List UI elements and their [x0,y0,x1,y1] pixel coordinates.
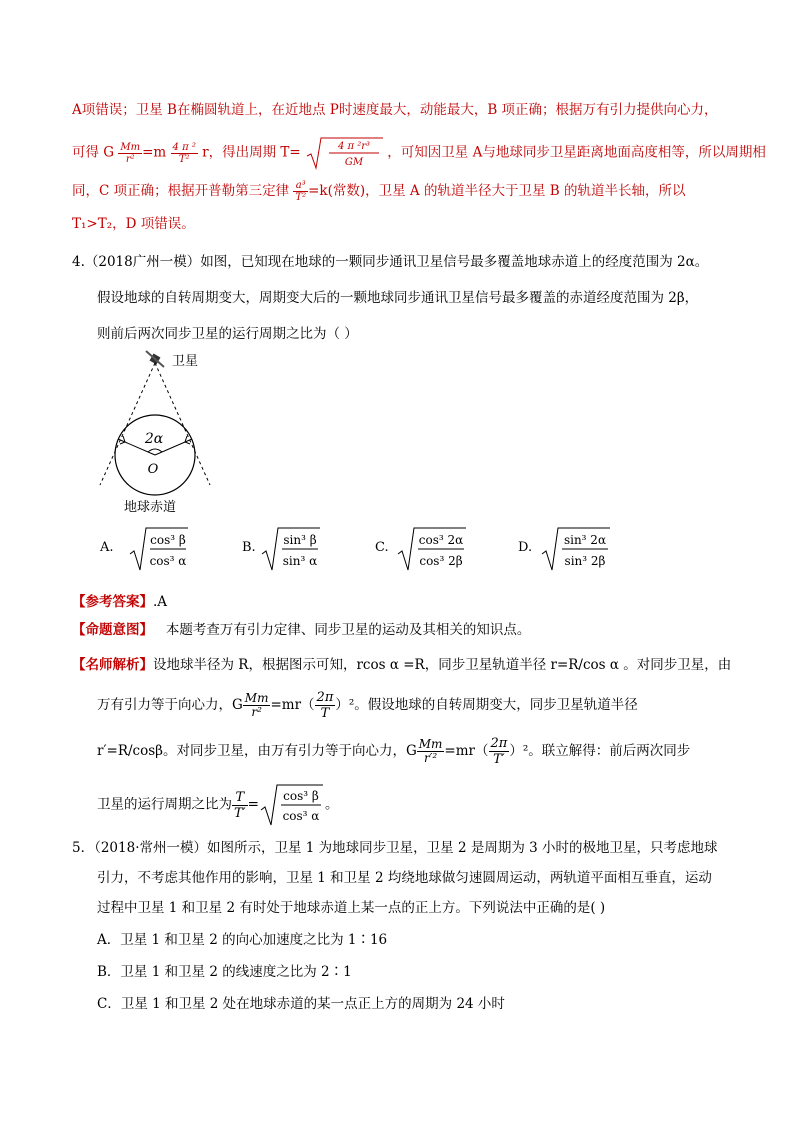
tangent-line-right [155,363,210,485]
analysis-a2-end: ）²。假设地球的自转周期变大，同步卫星轨道半径 [335,697,638,713]
option-d-radical [540,524,612,574]
equator-label: 地球赤道 [124,500,177,515]
analysis-a1: 设地球半径为 R，根据图示可知，rcos α =R，同步卫星轨道半径 r=R/cos α 。对同步卫星，由 [153,657,732,673]
analysis3-line2 [72,136,766,170]
analysis-a3-end: ）²。联立解得：前后两次同步 [509,743,691,759]
period-radical [305,136,383,170]
a4-end: 。 [324,796,339,813]
q5-option-b: B．卫星 1 和卫星 2 的线速度之比为 2∶1 [97,964,352,980]
intent-tag: 【命题意图】 [72,622,153,638]
q5-option-c: C．卫星 1 和卫星 2 处在地球赤道的某一点正上方的周期为 24 小时 [97,996,505,1012]
analysis-a3-start: r′=R/cosβ。对同步卫星，由万有引力等于向心力，G [97,743,417,759]
a3-fraction: $\frac{Mm}{\text{r′²}}$ [418,737,443,765]
pi-fraction: $\frac{\text{4 π ²}}{\text{T²}}$ [172,141,196,165]
a2-fraction: $\frac{Mm}{\text{r²}}$ [244,691,269,719]
satellite-label: 卫星 [172,354,199,369]
svg-text:cos³ 2β: cos³ 2β [419,554,463,568]
kepler-fraction: $\frac{\text{a³}}{\text{T²}}$ [295,180,307,203]
option-a-radical [128,524,190,574]
result-radical [259,782,325,828]
q4-intent [72,620,530,640]
angle-label: 2α [144,431,164,447]
analysis3-line3 [72,180,685,203]
option-b-radical [260,524,322,574]
q4-analysis-line3 [97,736,690,767]
intent-text: 本题考查万有引力定律、同步卫星的运动及其相关的知识点。 [165,622,531,638]
a2-omega-fraction: $\frac{2\pi}{T}$ [316,690,334,721]
option-a-label: A. [100,540,114,555]
svg-text:sin³ β: sin³ β [283,533,317,547]
analysis3-line4: T₁>T₂，D 项错误。 [72,216,195,232]
q4-answer [72,592,167,612]
a3-omega-fraction: $\frac{2\pi}{T'}$ [490,736,508,767]
a4-eq: = [247,796,259,813]
q4-analysis-line1 [72,655,731,675]
analysis3-line3-end: =k(常数)，卫星 A 的轨道半径大于卫星 B 的轨道半长轴，所以 [308,183,686,199]
answer-value: .A [153,594,168,610]
q4-line1: 4.（2018广州一模）如图，已知现在地球的一颗同步通讯卫星信号最多覆盖地球赤道上的经度范围为 2α。 [72,254,709,270]
t-num: 4 π ²r³ [337,141,371,152]
eq-r: r，得出周期 T= [202,144,301,161]
analysis3-line2-start: 可得 G [72,144,115,161]
center-label: O [147,462,159,477]
q5-line3: 过程中卫星 1 和卫星 2 有时处于地球赤道上某一点的正上方。下列说法中正确的是( ) [97,900,606,916]
period-ratio-fraction: $\frac{T}{T'}$ [234,789,246,821]
q5-option-a: A．卫星 1 和卫星 2 的向心加速度之比为 1∶16 [97,932,388,948]
q5-line1: 5．（2018·常州一模）如图所示，卫星 1 为地球同步卫星，卫星 2 是周期为 3 小时的极地卫星，只考虑地球 [72,840,718,856]
option-c-radical [396,524,468,574]
svg-text:sin³ α: sin³ α [282,554,318,568]
analysis3-line2-end: ，可知因卫星 A与地球同步卫星距离地面高度相等，所以周期相 [387,144,766,161]
analysis-tag: 【名师解析】 [72,657,153,673]
q4-analysis-line2 [97,690,638,721]
svg-text:sin³ 2β: sin³ 2β [564,554,606,568]
satellite-icon [146,351,164,367]
a2-mid: =mr（ [270,697,315,713]
analysis-a2-start: 万有引力等于向心力，G [97,697,243,713]
t-den: GM [344,157,364,168]
svg-text:cos³ β: cos³ β [283,789,319,803]
satellite-coverage-diagram [90,345,230,520]
option-b-label: B. [242,540,256,555]
g-fraction: $\frac{Mm}{\text{r²}}$ [120,141,141,165]
q4-line3: 则前后两次同步卫星的运行周期之比为（ ） [97,326,358,342]
answer-tag: 【参考答案】 [72,594,153,610]
analysis3-line3-start: 同，C 项正确；根据开普勒第三定律 [72,183,290,199]
q5-line2: 引力，不考虑其他作用的影响，卫星 1 和卫星 2 均绕地球做匀速圆周运动，两轨道平面相互垂直，运动 [97,870,712,886]
analysis-a4-start: 卫星的运行周期之比为 [97,796,232,813]
a3-mid: =mr（ [444,743,489,759]
analysis3-line1: A项错误；卫星 B在椭圆轨道上，在近地点 P时速度最大，动能最大，B 项正确；根据万有引力提供向心力， [72,102,718,118]
option-d-label: D. [518,540,533,555]
svg-text:cos³ β: cos³ β [150,533,186,547]
eq-m: =m [142,144,167,161]
svg-text:sin³ 2α: sin³ 2α [563,533,607,547]
svg-text:cos³ α: cos³ α [149,554,187,568]
angle-arc [148,449,162,452]
q4-analysis-line4 [97,782,338,828]
q4-line2: 假设地球的自转周期变大，周期变大后的一颗地球同步通讯卫星信号最多覆盖的赤道经度范围为 2β， [97,290,699,306]
svg-text:cos³ 2α: cos³ 2α [418,533,464,547]
svg-text:cos³ α: cos³ α [282,809,320,823]
option-c-label: C. [375,540,389,555]
